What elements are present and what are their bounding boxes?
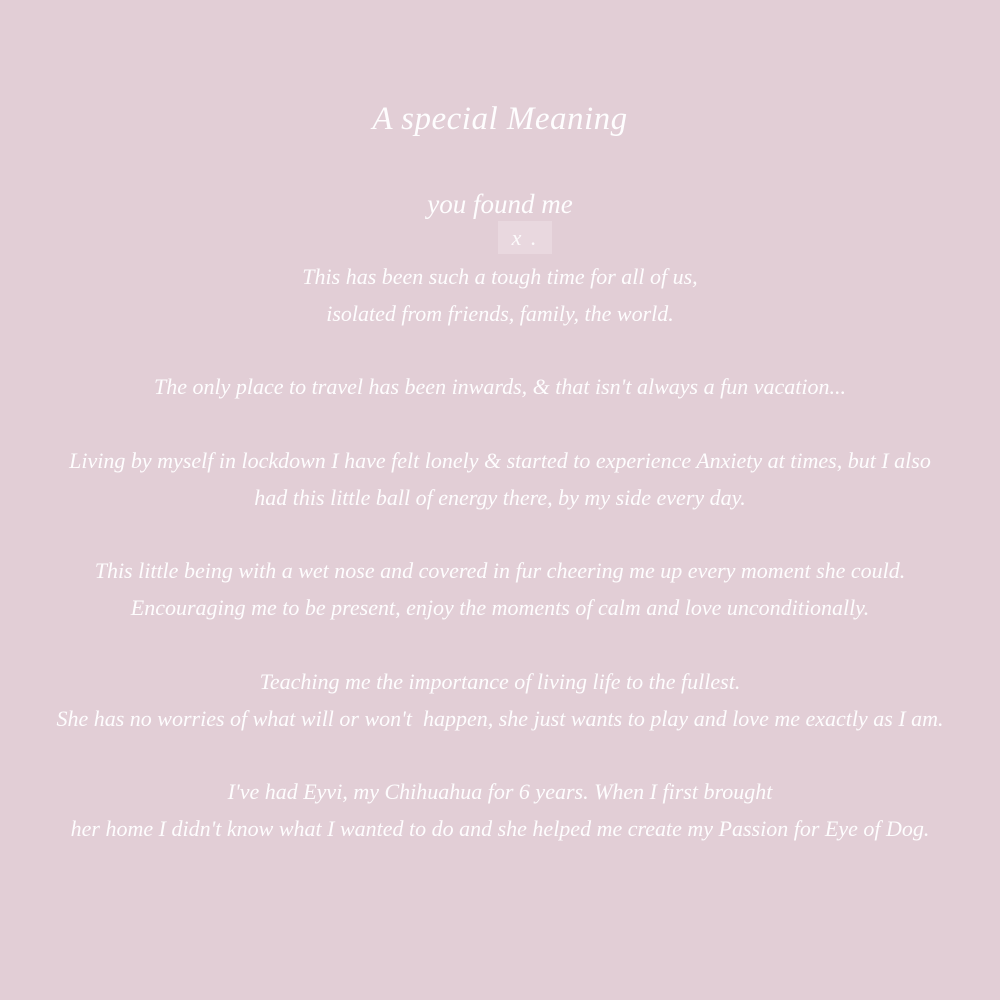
paragraph [0, 663, 1000, 737]
paragraph [0, 552, 1000, 626]
paragraph [0, 773, 1000, 847]
paragraph [0, 258, 1000, 332]
signoff-text: you found me [427, 189, 573, 219]
paragraph-line: Teaching me the importance of living life to the fullest. [259, 669, 741, 694]
paragraph-line: I've had Eyvi, my Chihuahua for 6 years. When I first brought [227, 779, 773, 804]
kiss-mark-highlight [498, 221, 552, 254]
page-title: A special Meaning [372, 101, 628, 137]
paragraph-line: Encouraging me to be present, enjoy the moments of calm and love unconditionally. [130, 595, 870, 620]
kiss-mark: x . [511, 224, 539, 250]
paragraph-line: Living by myself in lockdown I have felt lonely & started to experience Anxiety at times, but I also [69, 448, 931, 473]
paragraph-line: her home I didn't know what I wanted to do and she helped me create my Passion for Eye of Dog. [70, 816, 930, 841]
paragraph-line: This little being with a wet nose and covered in fur cheering me up every moment she could. [94, 558, 906, 583]
paragraph-line: She has no worries of what will or won't happen, she just wants to play and love me exactly as I am. [56, 706, 944, 731]
paragraph-line: isolated from friends, family, the world. [326, 301, 674, 326]
paragraph-line: This has been such a tough time for all of us, [302, 264, 698, 289]
paragraph [0, 368, 1000, 405]
paragraph-line: had this little ball of energy there, by my side every day. [254, 485, 746, 510]
paragraph-line: The only place to travel has been inwards, & that isn't always a fun vacation... [154, 374, 846, 399]
paragraph [0, 442, 1000, 516]
